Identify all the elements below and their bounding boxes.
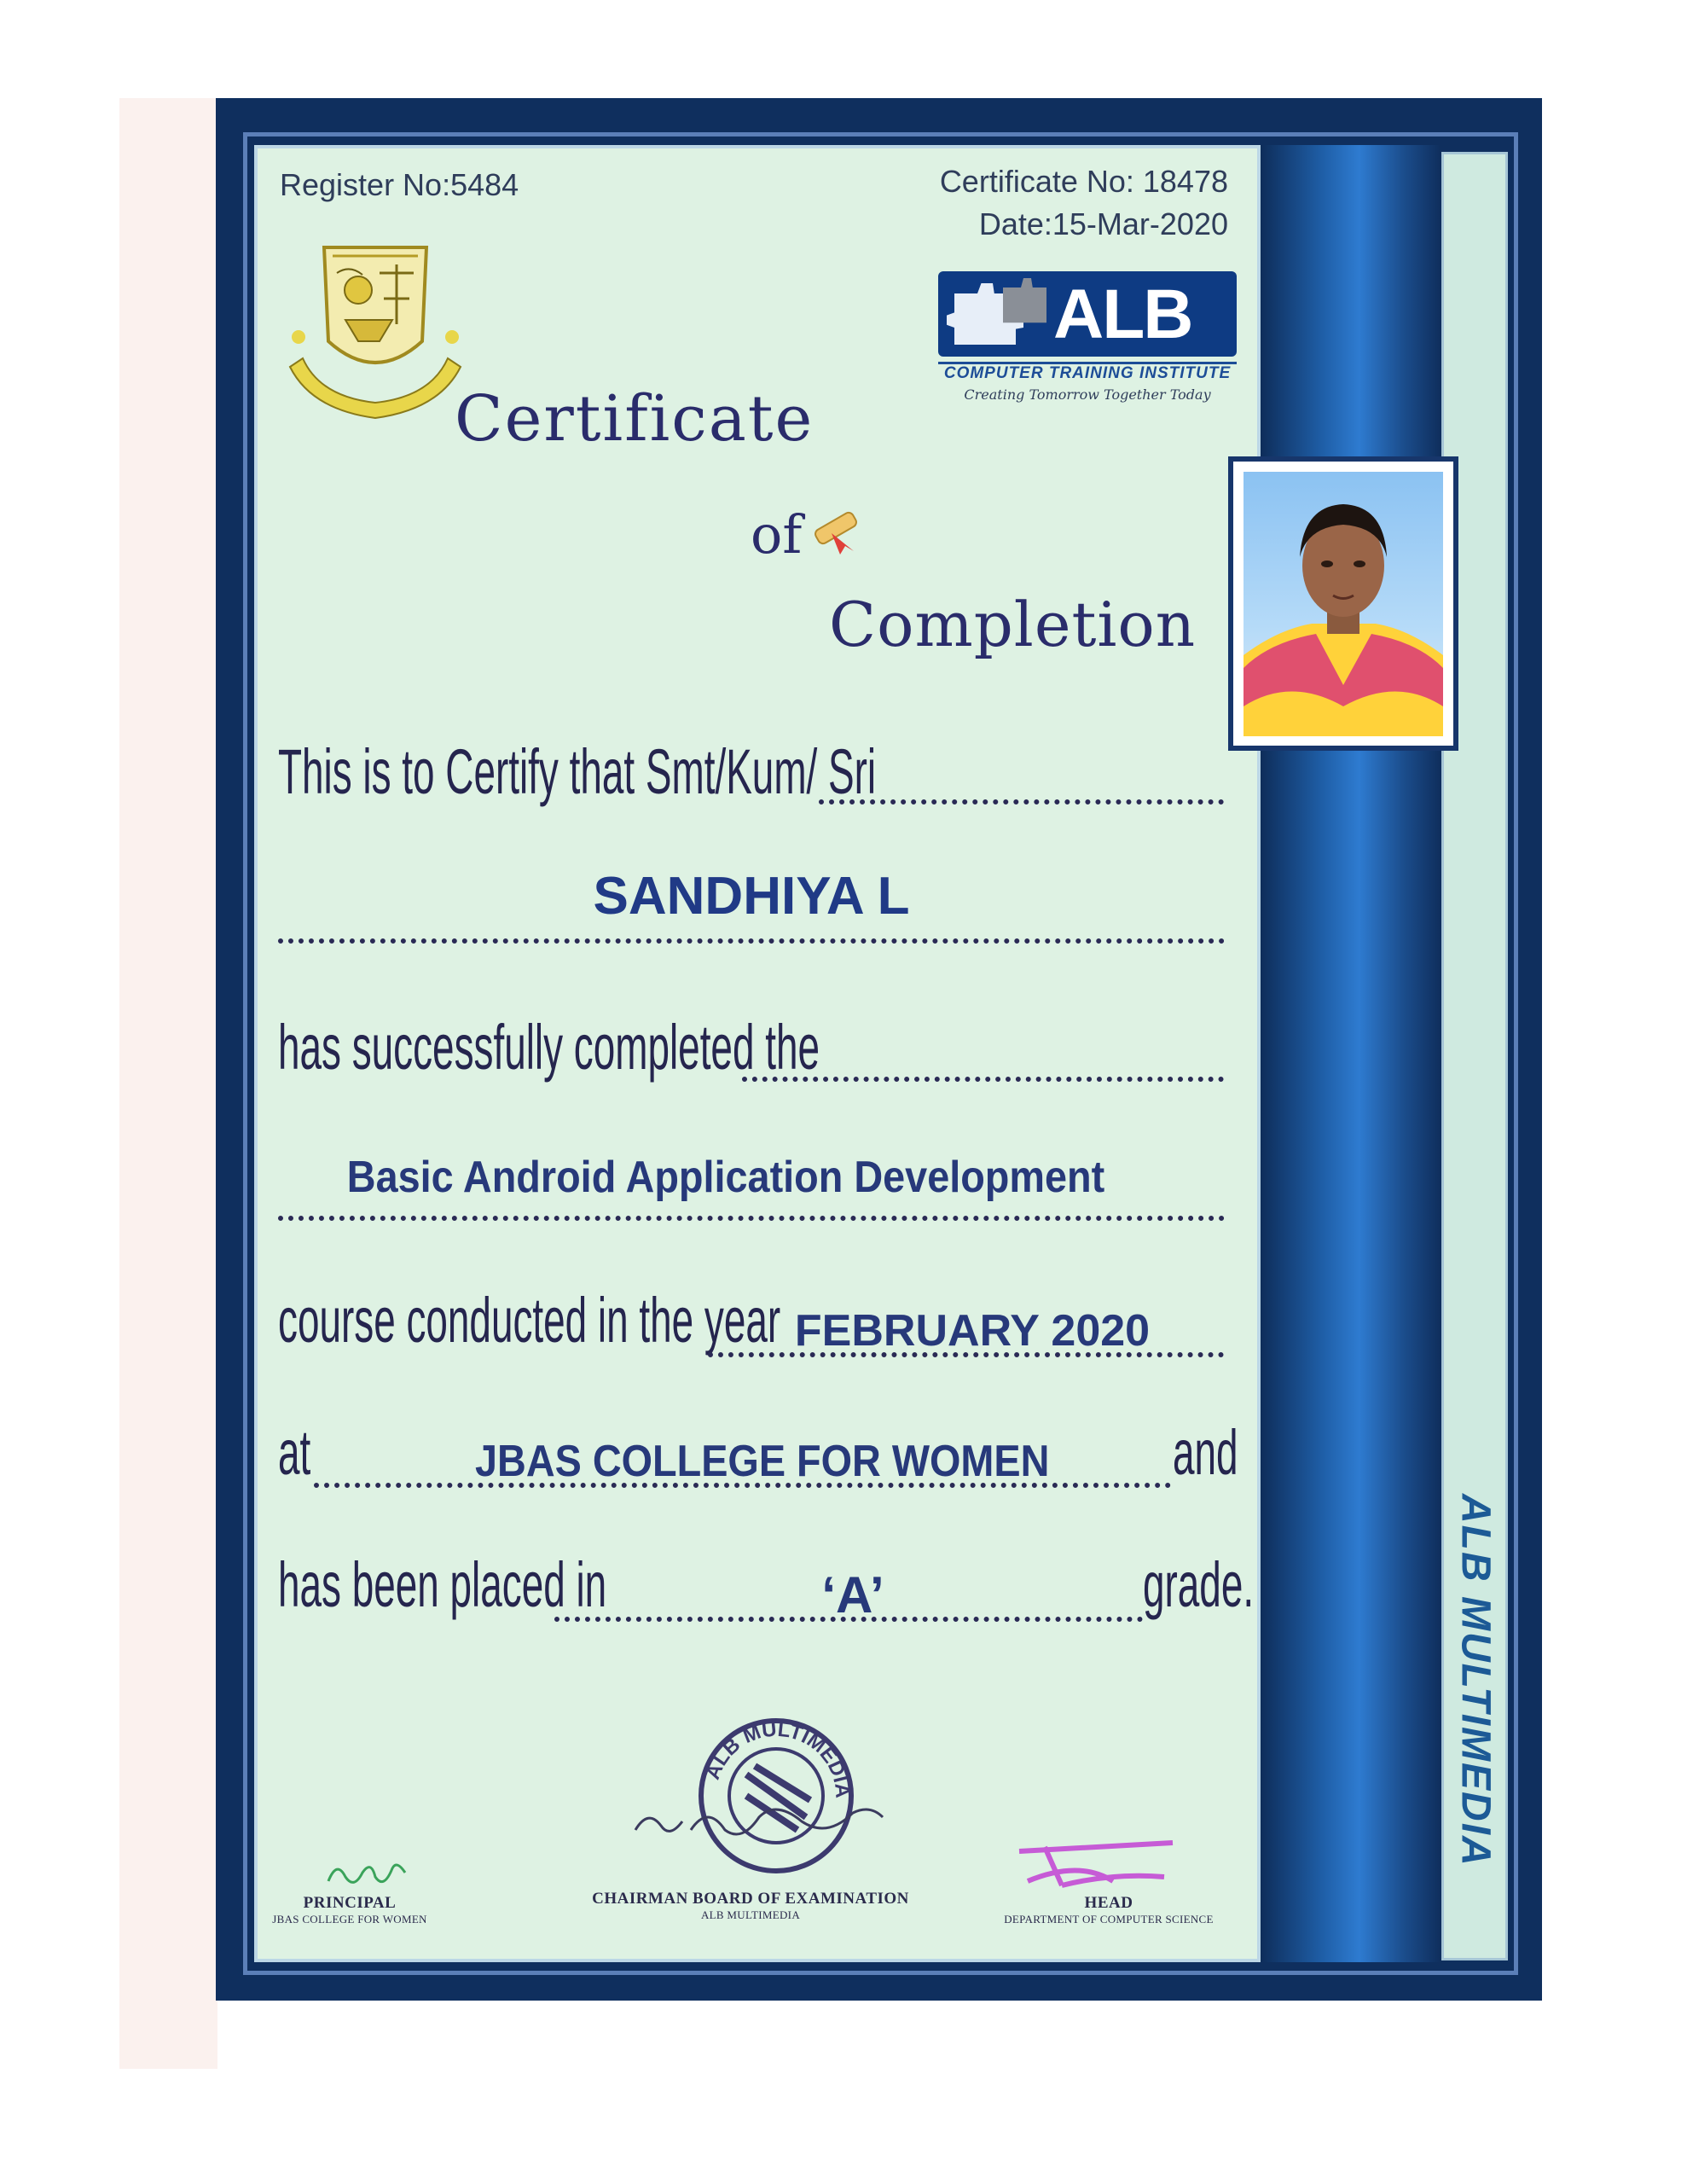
scroll-icon — [806, 503, 870, 572]
dotted-line — [742, 1077, 1224, 1082]
student-photo — [1244, 472, 1443, 736]
alb-logo-box — [938, 271, 1237, 357]
chairman-signature-icon — [631, 1792, 887, 1851]
title-completion: Completion — [829, 589, 1197, 660]
placed-text: has been placed in — [278, 1549, 607, 1620]
grade-value: ‘A’ — [821, 1566, 884, 1623]
head-org: DEPARTMENT OF COMPUTER SCIENCE — [1004, 1913, 1214, 1926]
grade-text: grade. — [1143, 1549, 1255, 1620]
course-year: FEBRUARY 2020 — [794, 1306, 1151, 1356]
alb-logo — [938, 271, 1245, 421]
dotted-line — [278, 1216, 1225, 1221]
head-title: HEAD — [1084, 1894, 1133, 1912]
head-signature-icon — [1011, 1834, 1181, 1894]
principal-org: JBAS COLLEGE FOR WOMEN — [272, 1913, 427, 1926]
chairman-org: ALB MULTIMEDIA — [700, 1908, 801, 1921]
puzzle-piece-icon — [998, 278, 1049, 325]
page-edge — [119, 98, 217, 2069]
stamp-text: ALB MULTIMEDIA — [701, 1717, 855, 1799]
dotted-line — [278, 938, 1225, 944]
certificate-number: Certificate No: 18478 — [939, 164, 1228, 199]
head-signature-block — [981, 1894, 1237, 1926]
dotted-line — [819, 799, 1224, 804]
year-text: course conducted in the year — [278, 1285, 781, 1356]
chairman-title: CHAIRMAN BOARD OF EXAMINATION — [592, 1890, 909, 1908]
at-text: at — [278, 1417, 311, 1488]
svg-text:ALB MULTIMEDIA — [701, 1718, 854, 1799]
principal-signature-icon — [324, 1851, 409, 1894]
register-number: Register No:5484 — [280, 167, 519, 202]
principal-title: PRINCIPAL — [303, 1894, 397, 1912]
alb-logo-tagline: Creating Tomorrow Together Today — [964, 386, 1211, 403]
blue-side-band — [1261, 145, 1440, 1962]
title-of: of — [751, 503, 803, 566]
college-name: JBAS COLLEGE FOR WOMEN — [475, 1437, 1050, 1486]
principal-signature-block — [256, 1894, 443, 1926]
person-portrait-icon — [1244, 472, 1443, 736]
completed-text: has successfully completed the — [278, 1012, 820, 1083]
chairman-signature-block — [580, 1890, 921, 1922]
side-banner-text: ALB MULTIMEDIA — [1452, 1494, 1499, 1867]
and-text: and — [1173, 1417, 1238, 1488]
title-certificate: Certificate — [455, 382, 815, 456]
certificate-date: Date:15-Mar-2020 — [978, 206, 1228, 241]
course-name: Basic Android Application Development — [346, 1153, 1105, 1202]
college-emblem-icon — [277, 239, 473, 427]
alb-logo-text: ALB — [1053, 276, 1192, 353]
certify-text: This is to Certify that Smt/Kum/ Sri — [278, 736, 877, 807]
student-photo-frame — [1228, 456, 1458, 751]
alb-logo-subtitle: COMPUTER TRAINING INSTITUTE — [938, 362, 1237, 386]
student-name: SANDHIYA L — [593, 867, 910, 926]
